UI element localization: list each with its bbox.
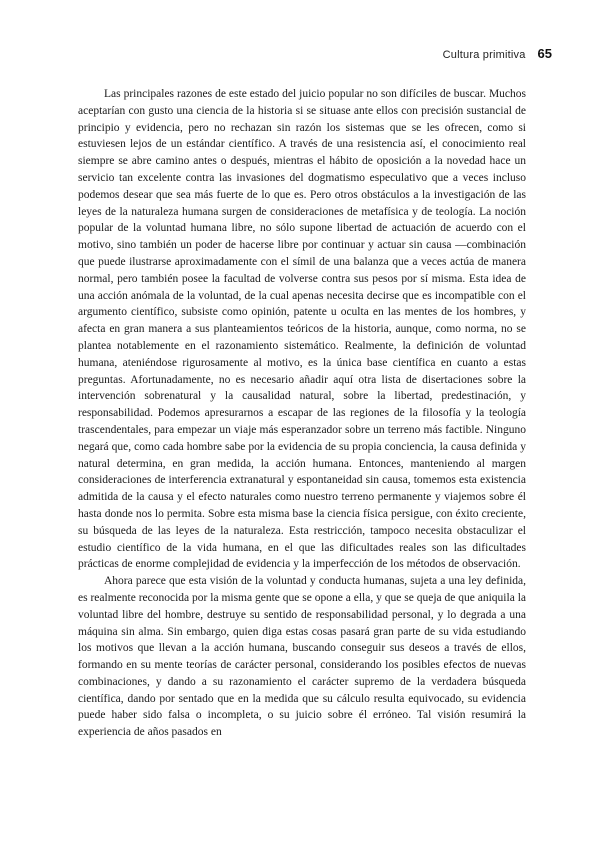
- running-head: [443, 46, 552, 61]
- paragraph-2: Ahora parece que esta visión de la voluntad y conducta humanas, sujeta a una ley definida, es realmente reconocida por la misma gente que se opone a ella, y que se queja de que aniquila la voluntad libre del hombre, destruye su sentido de responsabilidad personal, y lo degrada a una máquina sin alma. Sin embargo, quien diga estas cosas pasará gran parte de su vida estudiando los motivos que llevan a la acción humana, buscando conseguir sus deseos a través de ellos, formando en su mente teorías de carácter personal, considerando los posibles efectos de nuevas combinaciones, y dando a su razonamiento el carácter supremo de la verdadera búsqueda científica, dando por sentado que en la medida que su cálculo resulta equivocado, su evidencia puede haber sido falsa o incompleta, o su juicio sobre él erróneo. Tal visión resumirá la experiencia de años pasados en: [78, 575, 526, 739]
- paragraph-1: Las principales razones de este estado del juicio popular no son difíciles de buscar. Muchos aceptarían con gusto una ciencia de la historia si se situase ante ellos con precisión sustancial de principio y evidencia, pero no rechazan sin razón los sistemas que se les ofrecen, como si estuviesen lejos de un estándar científico. A través de una resistencia así, el conocimiento real siempre se abre camino antes o después, mientras el hábito de oposición a la novedad hace un servicio tan excelente contra las invasiones del dogmatismo especulativo que a veces incluso podemos desear que sea más fuerte de lo que es. Pero otros obstáculos a la investigación de las leyes de la naturaleza humana surgen de consideraciones de metafísica y de teología. La noción popular de la voluntad humana libre, no sólo supone libertad de actuación de acuerdo con el motivo, sino también un poder de hacerse libre por continuar y actuar sin causa —combinación que puede ilustrarse aproximadamente con el símil de una balanza que a veces actúa de manera normal, pero también posee la facultad de volverse contra sus pesos por sí misma. Esta idea de una acción anómala de la voluntad, de la cual apenas necesita decirse que es incompatible con el argumento científico, subsiste como opinión, patente u oculta en las mentes de los hombres, y afecta en gran manera a sus planteamientos teóricos de la historia, aunque, como norma, no se plantea notablemente en el razonamiento sistemático. Realmente, la definición de voluntad humana, ateniéndose rigurosamente al motivo, es la única base científica en cuanto a estas preguntas. Afortunadamente, no es necesario añadir aquí otra lista de disertaciones sobre la intervención sobrenatural y la causalidad natural, sobre la libertad, predestinación, y responsabilidad. Podemos apresurarnos a escapar de las regiones de la filosofía y la teología trascendentales, para empezar un viaje más esperanzador sobre un terreno más factible. Ninguno negará que, como cada hombre sabe por la evidencia de su propia conciencia, la causa definida y natural determina, en gran medida, la acción humana. Entonces, manteniendo al margen consideraciones de interferencia extranatural y espontaneidad sin causa, tomemos esta existencia admitida de la causa y el efecto naturales como nuestro terreno permanente y viajemos sobre él hasta donde nos lo permita. Sobre esta misma base la ciencia física persigue, con éxito creciente, su búsqueda de las leyes de la naturaleza. Esta restricción, tampoco necesita obstaculizar el estudio científico de la vida humana, en el que las dificultades reales son las dificultades prácticas de enorme complejidad de evidencia y la imperfección de los métodos de observación.: [78, 88, 526, 571]
- body-text: [78, 86, 526, 741]
- page-number: 65: [537, 46, 552, 61]
- running-title: Cultura primitiva: [442, 49, 526, 61]
